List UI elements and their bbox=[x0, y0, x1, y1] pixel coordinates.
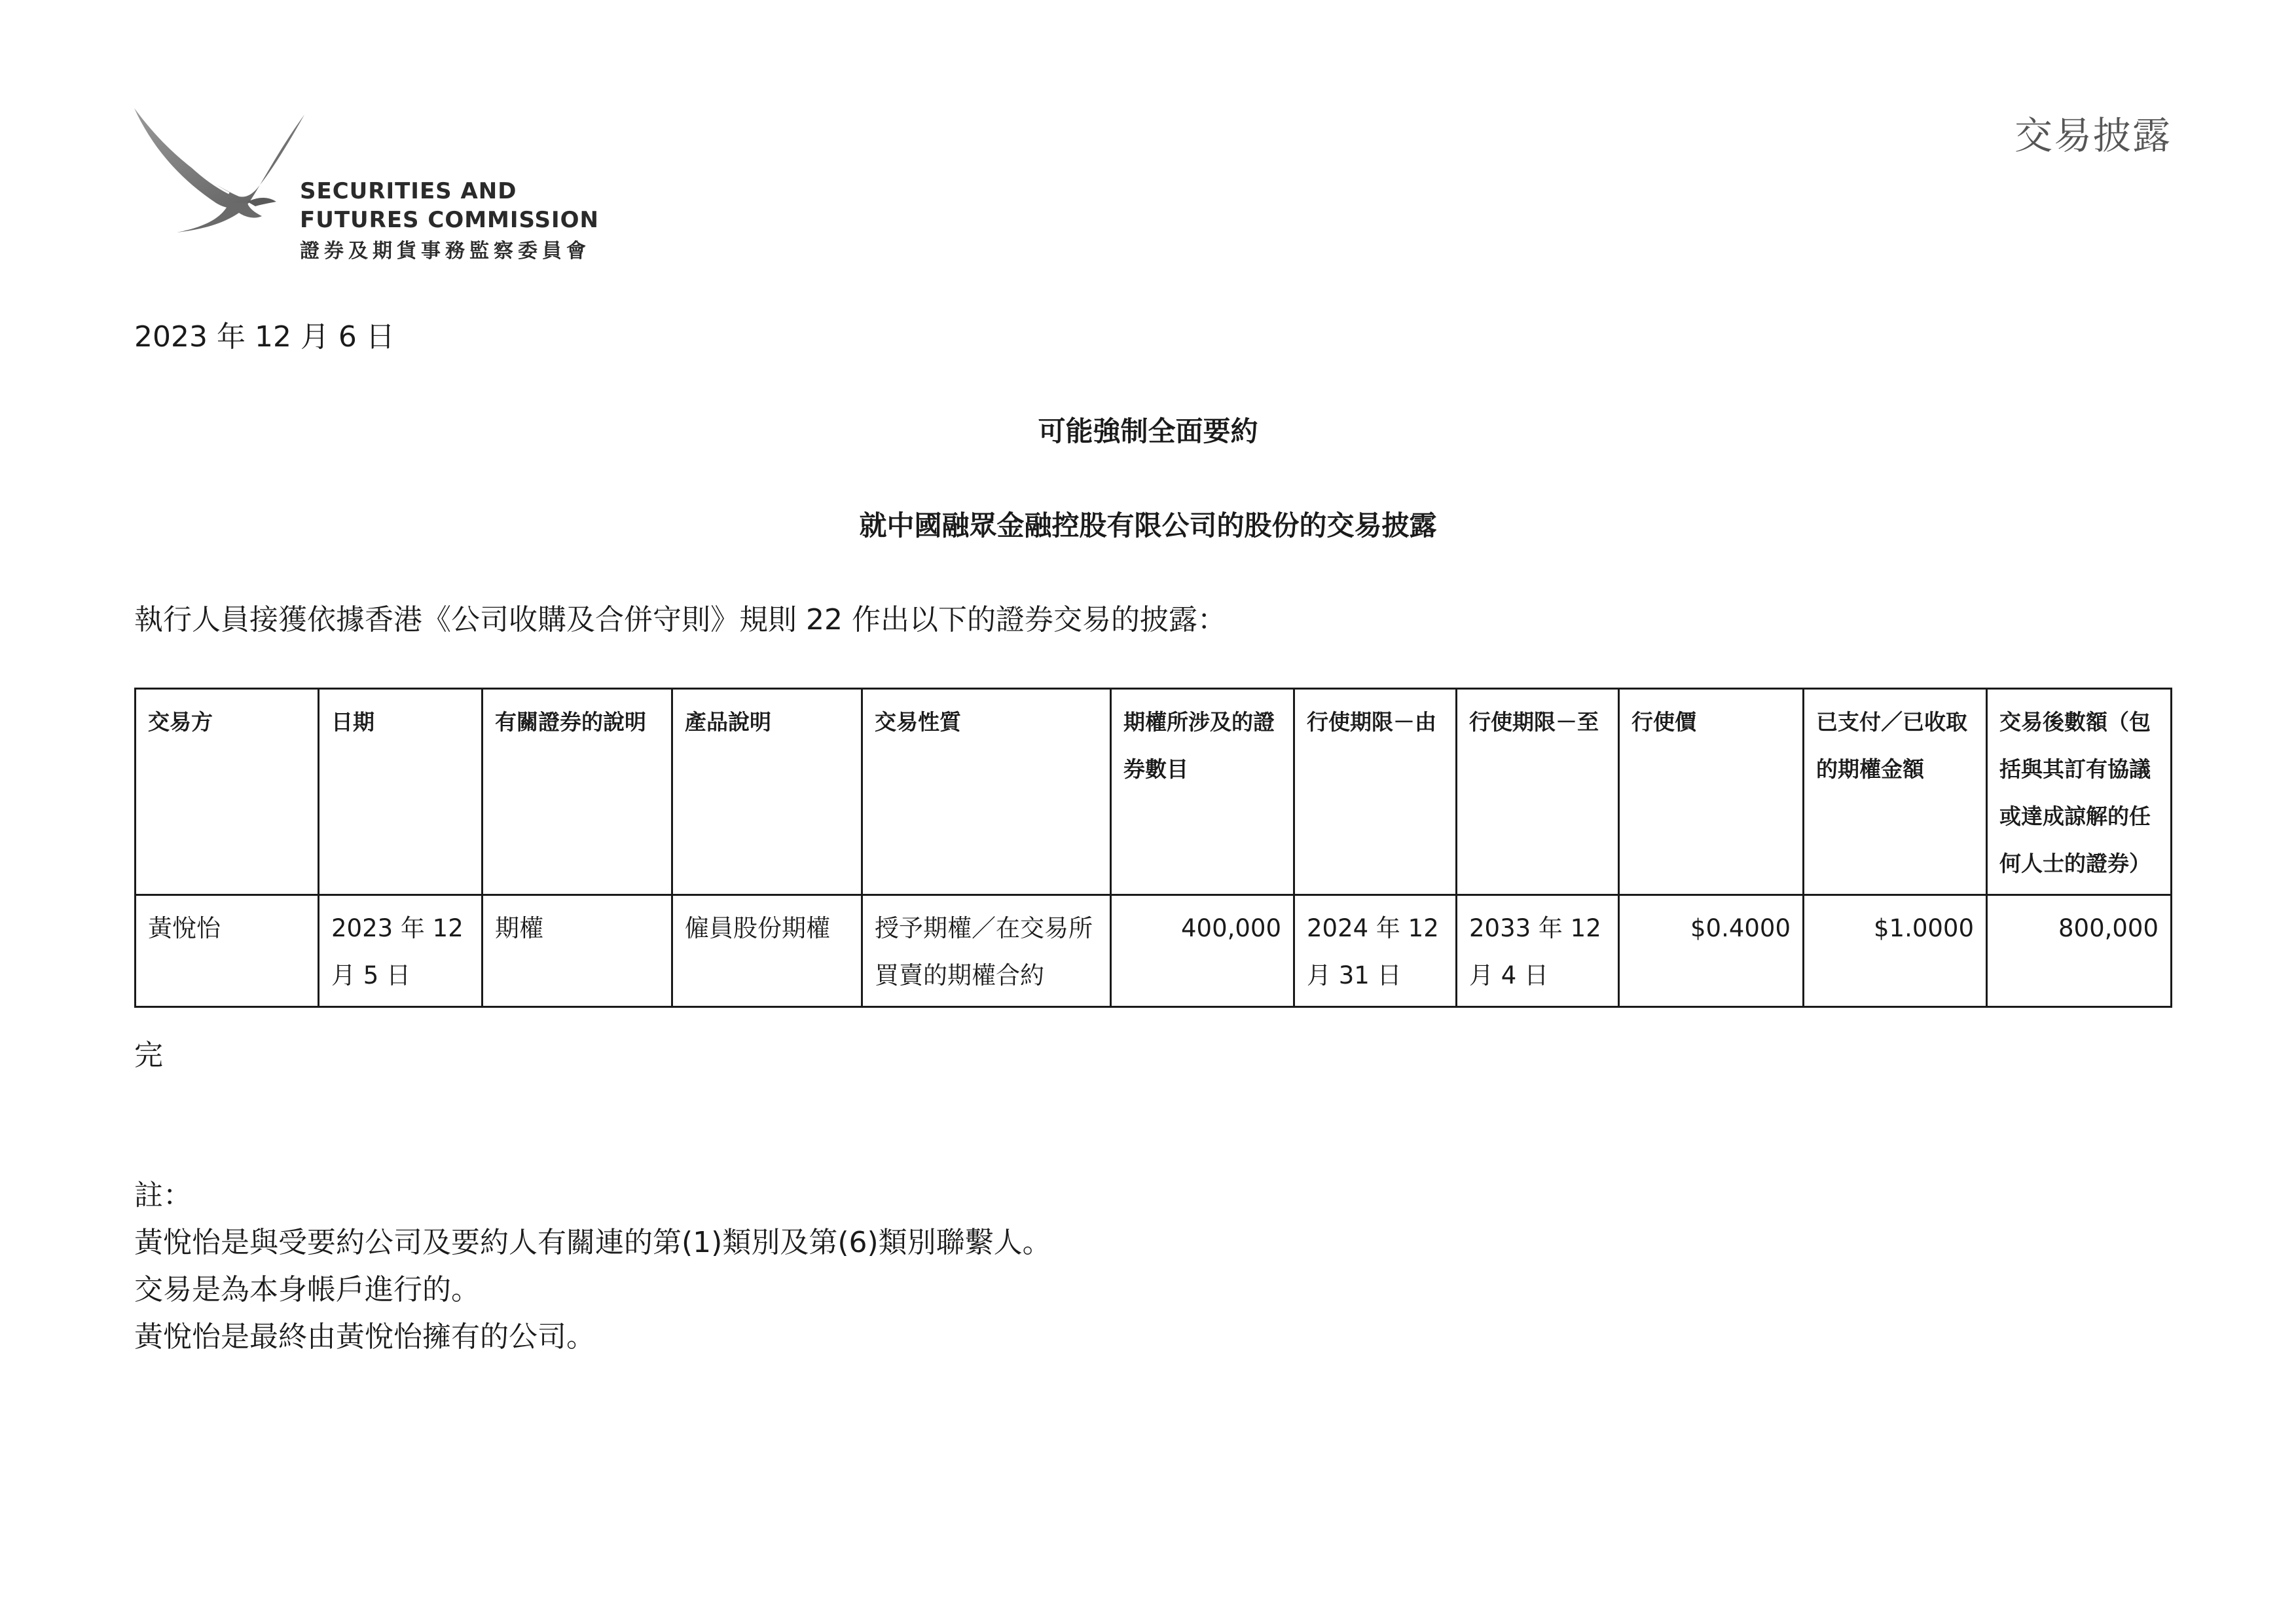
header-post-amount: 交易後數額（包括與其訂有協議或達成諒解的任何人士的證券） bbox=[1987, 689, 2172, 895]
header-num-securities: 期權所涉及的證券數目 bbox=[1111, 689, 1294, 895]
header-nature: 交易性質 bbox=[862, 689, 1111, 895]
header-product: 產品說明 bbox=[672, 689, 862, 895]
cell-exercise-to: 2033 年 12 月 4 日 bbox=[1457, 895, 1619, 1007]
table-row bbox=[136, 895, 2172, 1007]
title-line-1: 可能強制全面要約 bbox=[1038, 415, 1258, 447]
notes-heading: 註： bbox=[134, 1179, 192, 1212]
cell-num-securities: 400,000 bbox=[1111, 895, 1294, 1007]
header-security: 有關證券的說明 bbox=[483, 689, 672, 895]
org-name-en bbox=[300, 177, 599, 234]
document-date: 2023 年 12 月 6 日 bbox=[134, 320, 395, 354]
header-exercise-to: 行使期限－至 bbox=[1457, 689, 1619, 895]
cell-date: 2023 年 12 月 5 日 bbox=[319, 895, 483, 1007]
cell-exercise-from: 2024 年 12 月 31 日 bbox=[1294, 895, 1457, 1007]
note-line: 黃悅怡是最終由黃悅怡擁有的公司。 bbox=[134, 1320, 595, 1354]
note-line: 交易是為本身帳戶進行的。 bbox=[134, 1273, 480, 1306]
intro-paragraph: 執行人員接獲依據香港《公司收購及合併守則》規則 22 作出以下的證券交易的披露： bbox=[134, 603, 1226, 637]
eagle-logo-icon bbox=[131, 105, 308, 236]
header-exercise-price: 行使價 bbox=[1619, 689, 1804, 895]
end-mark: 完 bbox=[134, 1039, 163, 1072]
sfc-logo bbox=[131, 105, 615, 268]
org-name-zh: 證券及期貨事務監察委員會 bbox=[300, 240, 591, 263]
dealing-disclosure-table bbox=[134, 688, 2172, 1008]
notes-section bbox=[134, 1172, 1051, 1361]
header-party: 交易方 bbox=[136, 689, 319, 895]
org-name-en-line2: FUTURES COMMISSION bbox=[300, 207, 599, 233]
cell-premium: $1.0000 bbox=[1804, 895, 1987, 1007]
cell-post-amount: 800,000 bbox=[1987, 895, 2172, 1007]
note-line: 黃悅怡是與受要約公司及要約人有關連的第(1)類別及第(6)類別聯繫人。 bbox=[134, 1226, 1051, 1259]
header-exercise-from: 行使期限－由 bbox=[1294, 689, 1457, 895]
table-header-row bbox=[136, 689, 2172, 895]
cell-exercise-price: $0.4000 bbox=[1619, 895, 1804, 1007]
header-date: 日期 bbox=[319, 689, 483, 895]
header-premium: 已支付／已收取的期權金額 bbox=[1804, 689, 1987, 895]
document-type-label: 交易披露 bbox=[2014, 113, 2172, 158]
org-name-en-line1: SECURITIES AND bbox=[300, 178, 517, 204]
cell-security: 期權 bbox=[483, 895, 672, 1007]
cell-party: 黃悅怡 bbox=[136, 895, 319, 1007]
title-line-2: 就中國融眾金融控股有限公司的股份的交易披露 bbox=[859, 509, 1437, 542]
cell-nature: 授予期權／在交易所買賣的期權合約 bbox=[862, 895, 1111, 1007]
cell-product: 僱員股份期權 bbox=[672, 895, 862, 1007]
